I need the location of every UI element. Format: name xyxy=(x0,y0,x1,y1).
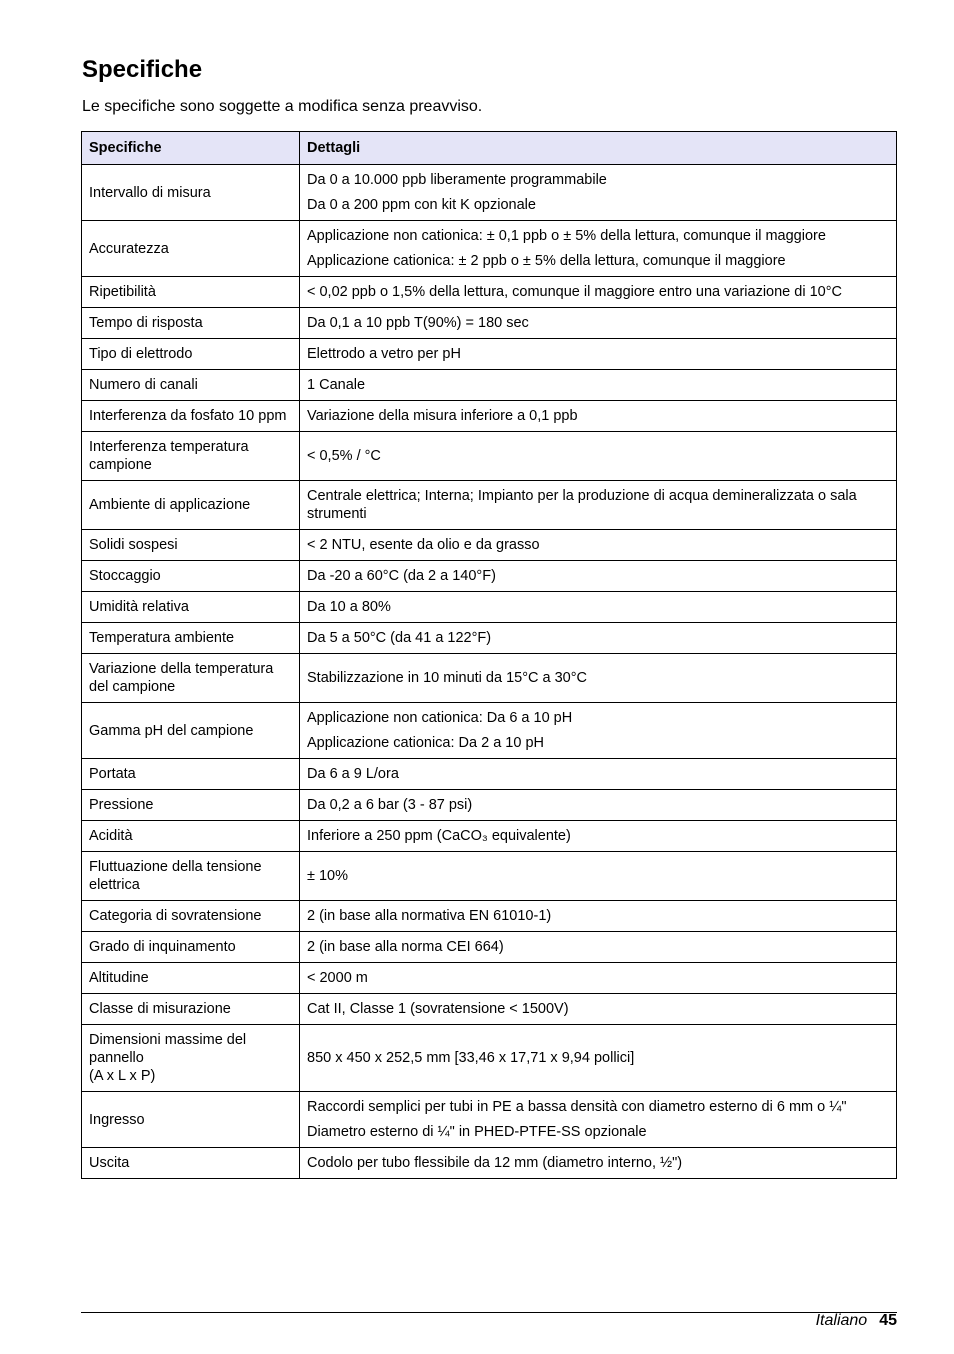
spec-details xyxy=(300,994,897,1025)
column-header-dettagli: Dettagli xyxy=(300,132,897,165)
spec-detail-line: Da -20 a 60°C (da 2 a 140°F) xyxy=(307,568,496,584)
spec-label: Ambiente di applicazione xyxy=(82,481,300,530)
spec-details xyxy=(300,1092,897,1148)
spec-details xyxy=(300,654,897,703)
spec-detail-line: Da 0,1 a 10 ppb T(90%) = 180 sec xyxy=(307,315,529,331)
spec-details xyxy=(300,852,897,901)
spec-details xyxy=(300,623,897,654)
spec-details xyxy=(300,481,897,530)
spec-label: Pressione xyxy=(82,790,300,821)
spec-label: Acidità xyxy=(82,821,300,852)
spec-details xyxy=(300,963,897,994)
spec-detail-line: Inferiore a 250 ppm (CaCO₃ equivalente) xyxy=(307,828,571,844)
spec-details xyxy=(300,432,897,481)
page-footer xyxy=(816,1312,897,1330)
spec-detail-line: Elettrodo a vetro per pH xyxy=(307,346,461,362)
spec-detail-line: Applicazione non cationica: ± 0,1 ppb o ± 5% della lettura, comunque il maggiore xyxy=(307,228,826,244)
spec-detail-line: Stabilizzazione in 10 minuti da 15°C a 30°C xyxy=(307,670,588,686)
spec-detail-line: Applicazione cationica: ± 2 ppb o ± 5% della lettura, comunque il maggiore xyxy=(307,253,786,269)
spec-detail-line: 1 Canale xyxy=(307,377,366,393)
table-row xyxy=(82,339,897,370)
intro-text: Le specifiche sono soggette a modifica senza preavviso. xyxy=(82,98,483,115)
spec-detail-line: 2 (in base alla norma CEI 664) xyxy=(307,939,504,955)
spec-detail-line: Raccordi semplici per tubi in PE a bassa densità con diametro esterno di 6 mm o ¼" xyxy=(307,1099,847,1115)
spec-details xyxy=(300,703,897,759)
spec-detail-line: Da 6 a 9 L/ora xyxy=(307,766,399,782)
spec-details xyxy=(300,1025,897,1092)
spec-detail-line: Variazione della misura inferiore a 0,1 ppb xyxy=(307,408,578,424)
spec-detail-line: Diametro esterno di ¼" in PHED-PTFE-SS opzionale xyxy=(307,1124,647,1140)
table-row xyxy=(82,530,897,561)
spec-label: Numero di canali xyxy=(82,370,300,401)
spec-detail-line: Da 5 a 50°C (da 41 a 122°F) xyxy=(307,630,492,646)
spec-details xyxy=(300,901,897,932)
spec-label: Categoria di sovratensione xyxy=(82,901,300,932)
spec-detail-line: Cat II, Classe 1 (sovratensione < 1500V) xyxy=(307,1001,569,1017)
spec-detail-line: Codolo per tubo flessibile da 12 mm (diametro interno, ½") xyxy=(307,1155,683,1171)
spec-label: Grado di inquinamento xyxy=(82,932,300,963)
spec-detail-line: 850 x 450 x 252,5 mm [33,46 x 17,71 x 9,94 pollici] xyxy=(307,1050,635,1066)
spec-label: Ingresso xyxy=(82,1092,300,1148)
table-row xyxy=(82,432,897,481)
spec-label: Accuratezza xyxy=(82,221,300,277)
spec-detail-line: 2 (in base alla normativa EN 61010-1) xyxy=(307,908,552,924)
spec-detail-line: Centrale elettrica; Interna; Impianto per la produzione di acqua demineralizzata o sala strumenti xyxy=(307,488,857,522)
table-row xyxy=(82,1025,897,1092)
spec-detail-line: Da 0,2 a 6 bar (3 - 87 psi) xyxy=(307,797,473,813)
spec-label: Temperatura ambiente xyxy=(82,623,300,654)
spec-label: Portata xyxy=(82,759,300,790)
table-row xyxy=(82,994,897,1025)
spec-label: Intervallo di misura xyxy=(82,165,300,221)
spec-details xyxy=(300,277,897,308)
spec-label: Ripetibilità xyxy=(82,277,300,308)
spec-label: Uscita xyxy=(82,1148,300,1179)
table-row xyxy=(82,821,897,852)
spec-detail-line: < 0,02 ppb o 1,5% della lettura, comunque il maggiore entro una variazione di 10°C xyxy=(307,284,842,300)
table-row xyxy=(82,221,897,277)
table-row xyxy=(82,401,897,432)
specifications-table xyxy=(81,131,897,1179)
column-header-specifiche: Specifiche xyxy=(82,132,300,165)
table-header-row xyxy=(82,132,897,165)
spec-label: Interferenza temperatura campione xyxy=(82,432,300,481)
spec-detail-line: Applicazione non cationica: Da 6 a 10 pH xyxy=(307,710,573,726)
page-title: Specifiche xyxy=(82,56,203,83)
spec-label: Stoccaggio xyxy=(82,561,300,592)
table-row xyxy=(82,963,897,994)
spec-details xyxy=(300,790,897,821)
spec-label: Interferenza da fosfato 10 ppm xyxy=(82,401,300,432)
table-row xyxy=(82,308,897,339)
spec-detail-line: Applicazione cationica: Da 2 a 10 pH xyxy=(307,735,544,751)
spec-details xyxy=(300,592,897,623)
spec-details xyxy=(300,401,897,432)
spec-label: Variazione della temperatura del campione xyxy=(82,654,300,703)
spec-detail-line: Da 0 a 10.000 ppb liberamente programmabile xyxy=(307,172,607,188)
spec-details xyxy=(300,165,897,221)
table-row xyxy=(82,901,897,932)
spec-detail-line: Da 10 a 80% xyxy=(307,599,391,615)
spec-details xyxy=(300,530,897,561)
table-row xyxy=(82,623,897,654)
table-row xyxy=(82,790,897,821)
table-row xyxy=(82,1092,897,1148)
footer-divider xyxy=(81,1312,897,1313)
spec-label: Gamma pH del campione xyxy=(82,703,300,759)
spec-label: Dimensioni massime del pannello (A x L x P) xyxy=(82,1025,300,1092)
table-row xyxy=(82,759,897,790)
table-row xyxy=(82,932,897,963)
table-row xyxy=(82,852,897,901)
spec-details xyxy=(300,339,897,370)
spec-details xyxy=(300,932,897,963)
table-row xyxy=(82,370,897,401)
spec-details xyxy=(300,561,897,592)
spec-label: Classe di misurazione xyxy=(82,994,300,1025)
spec-label: Solidi sospesi xyxy=(82,530,300,561)
spec-label: Altitudine xyxy=(82,963,300,994)
spec-label: Umidità relativa xyxy=(82,592,300,623)
spec-label: Tempo di risposta xyxy=(82,308,300,339)
table-row xyxy=(82,654,897,703)
spec-detail-line: < 0,5% / °C xyxy=(307,448,381,464)
spec-details xyxy=(300,1148,897,1179)
spec-label: Tipo di elettrodo xyxy=(82,339,300,370)
table-row xyxy=(82,592,897,623)
table-row xyxy=(82,481,897,530)
spec-details xyxy=(300,221,897,277)
table-row xyxy=(82,165,897,221)
spec-detail-line: Da 0 a 200 ppm con kit K opzionale xyxy=(307,197,536,213)
table-row xyxy=(82,561,897,592)
table-row xyxy=(82,703,897,759)
spec-detail-line: ± 10% xyxy=(307,868,349,884)
spec-detail-line: < 2000 m xyxy=(307,970,368,986)
spec-details xyxy=(300,370,897,401)
table-row xyxy=(82,1148,897,1179)
spec-details xyxy=(300,759,897,790)
table-body xyxy=(82,165,897,1179)
table-row xyxy=(82,277,897,308)
spec-label: Fluttuazione della tensione elettrica xyxy=(82,852,300,901)
spec-detail-line: < 2 NTU, esente da olio e da grasso xyxy=(307,537,540,553)
page-number: 45 xyxy=(879,1312,897,1329)
spec-details xyxy=(300,308,897,339)
spec-details xyxy=(300,821,897,852)
footer-language: Italiano xyxy=(815,1312,868,1329)
